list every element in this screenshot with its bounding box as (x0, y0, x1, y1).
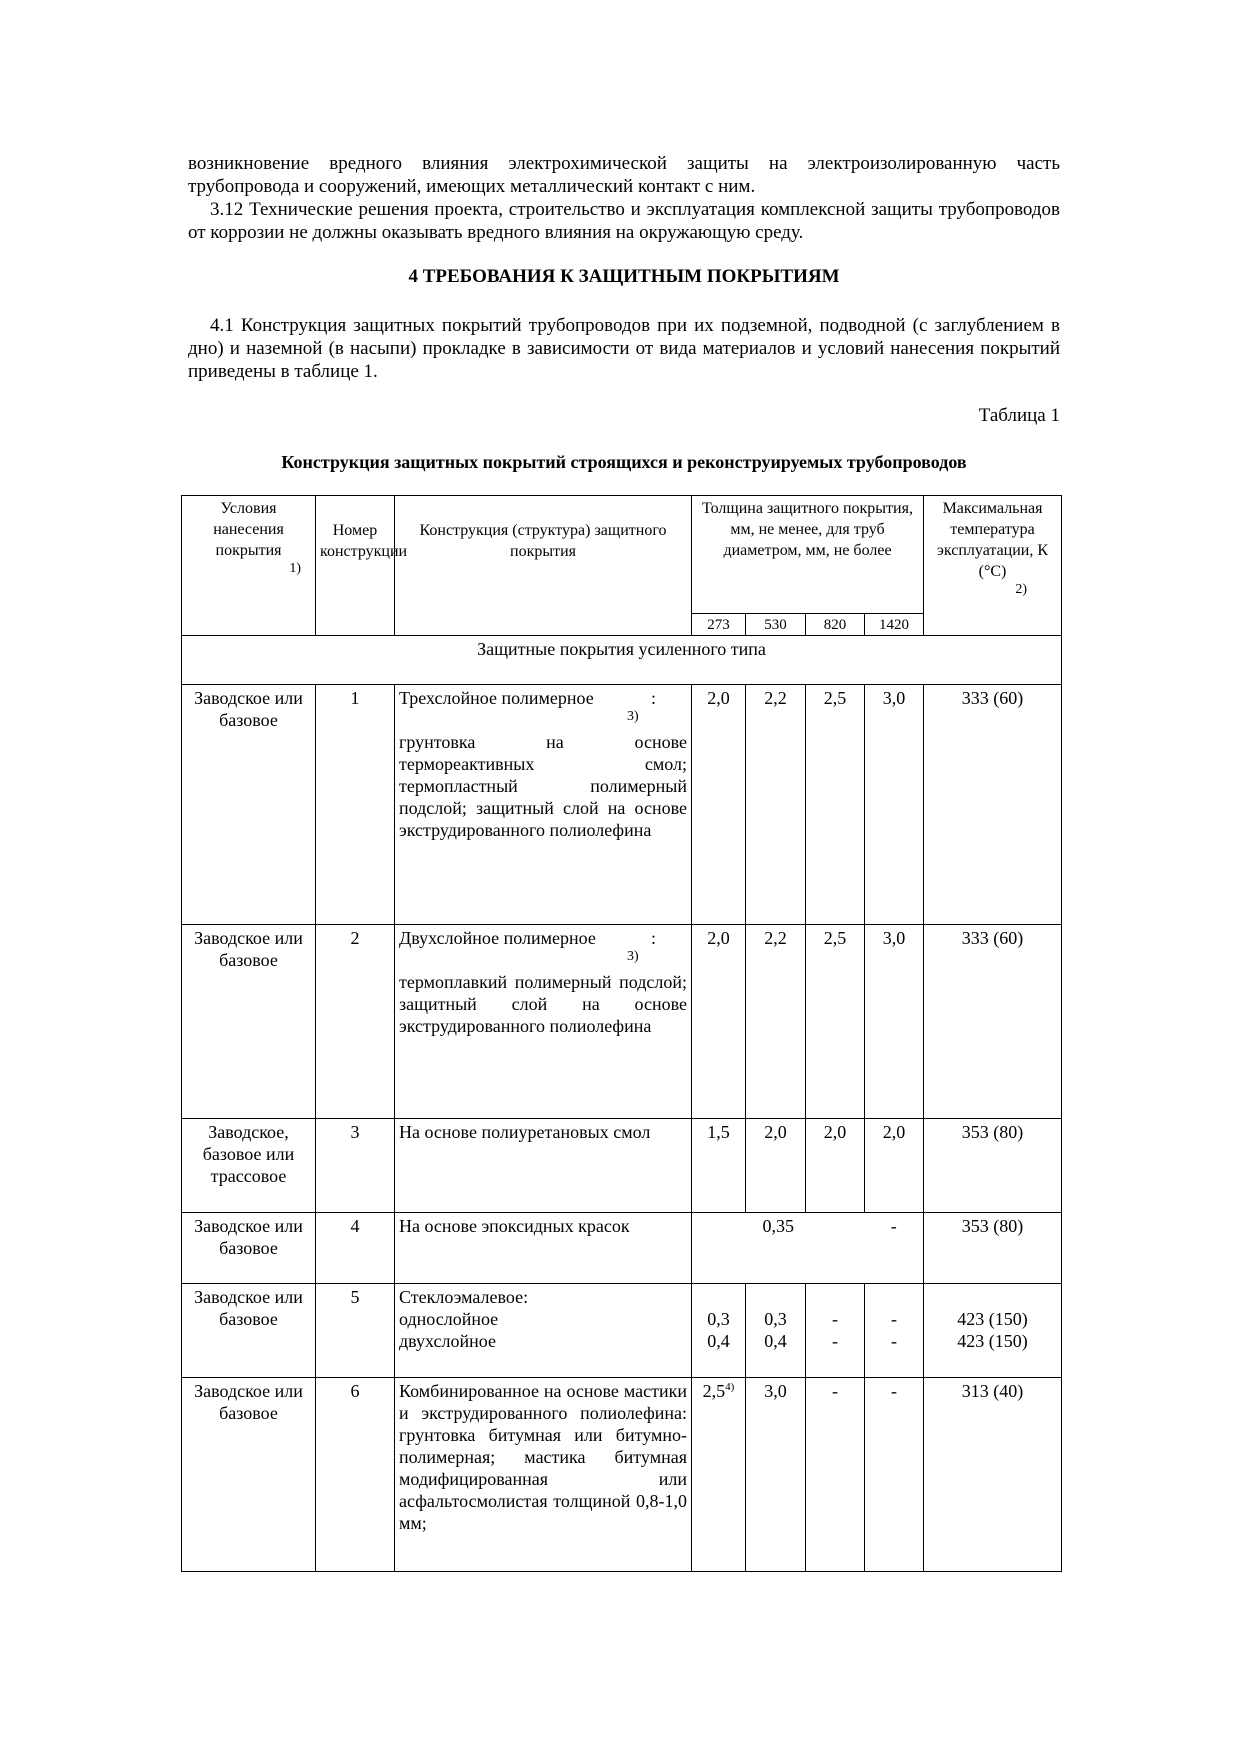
row-condition: Заводское или базовое (182, 925, 316, 1119)
table-row (182, 1119, 1062, 1213)
row-construction (395, 1284, 692, 1378)
section-heading: 4 ТРЕБОВАНИЯ К ЗАЩИТНЫМ ПОКРЫТИЯМ (408, 266, 840, 287)
row-thickness-273-footnote: 4) (725, 1381, 735, 1393)
row-thickness-530-line1: 0,3 (764, 1309, 787, 1329)
row-construction-footnote: 3) (627, 949, 639, 964)
row-thickness-merged: 0,35 (692, 1213, 865, 1284)
table-row (182, 1213, 1062, 1284)
row-thickness-820: 2,5 (806, 685, 865, 925)
paragraph-3-12: 3.12 Технические решения проекта, строительство и эксплуатация комплексной защиты трубопроводов от коррозии не должны оказывать вредного влияния на окружающую среду. (188, 199, 1060, 243)
row-max-temp (924, 1284, 1062, 1378)
row-thickness-273 (692, 1378, 746, 1572)
row-construction-colon: : (651, 688, 657, 708)
row-construction-body: грунтовка на основе термореактивных смол; термопластный полимерный подслой; защитный слой на основе экструдированного полиолефина (399, 732, 687, 840)
header-conditions-footnote: 1) (289, 561, 301, 576)
row-number: 4 (316, 1213, 395, 1284)
row-thickness-273: 2,0 (692, 925, 746, 1119)
row-construction: На основе эпоксидных красок (395, 1213, 692, 1284)
row-construction-colon: : (651, 928, 657, 948)
row-thickness-1420-line1: - (891, 1309, 898, 1329)
row-construction-body: термоплавкий полимерный подслой; защитный слой на основе экструдированного полиолефина (399, 972, 687, 1036)
table-row (182, 1284, 1062, 1378)
row-thickness-1420-line2: - (891, 1331, 898, 1351)
paragraph-4-1: 4.1 Конструкция защитных покрытий трубопроводов при их подземной, подводной (с заглублением в дно) и наземной (в насыпи) прокладке в зависимости от вида материалов и условий нанесения покрытий приведены в таблице 1. (188, 315, 1060, 382)
row-construction (395, 925, 692, 1119)
header-max-temp (924, 496, 1062, 636)
row-condition: Заводское или базовое (182, 1213, 316, 1284)
row-thickness-820: 2,5 (806, 925, 865, 1119)
row-construction-title: Трехслойное полимерное (399, 688, 594, 708)
row-max-temp: 353 (80) (924, 1119, 1062, 1213)
row-number: 1 (316, 685, 395, 925)
row-thickness-820: - (806, 1378, 865, 1572)
header-number: Номер конструкции (316, 496, 395, 636)
row-construction-footnote: 3) (627, 709, 639, 724)
row-thickness-820: 2,0 (806, 1119, 865, 1213)
row-thickness-273-line2: 0,4 (707, 1331, 730, 1351)
row-number: 3 (316, 1119, 395, 1213)
row-condition: Заводское или базовое (182, 1284, 316, 1378)
table-row (182, 1378, 1062, 1572)
header-thickness: Толщина защитного покрытия, мм, не менее, для труб диаметром, мм, не более (692, 496, 924, 614)
diameter-820: 820 (806, 614, 865, 636)
row-construction-line1: однослойное (399, 1309, 499, 1329)
row-max-temp-line1: 423 (150) (957, 1309, 1028, 1329)
row-thickness-820-line1: - (832, 1309, 838, 1329)
row-thickness-530: 2,2 (746, 925, 806, 1119)
row-thickness-530-line2: 0,4 (764, 1331, 787, 1351)
row-condition: Заводское, базовое или трассовое (182, 1119, 316, 1213)
row-number: 6 (316, 1378, 395, 1572)
row-thickness-1420: - (865, 1378, 924, 1572)
row-thickness-530: 2,0 (746, 1119, 806, 1213)
row-construction: На основе полиуретановых смол (395, 1119, 692, 1213)
table-row (182, 685, 1062, 925)
header-construction: Конструкция (структура) защитного покрытия (395, 496, 692, 636)
diameter-1420: 1420 (865, 614, 924, 636)
row-max-temp: 353 (80) (924, 1213, 1062, 1284)
row-thickness-273-line1: 0,3 (707, 1309, 730, 1329)
row-condition: Заводское или базовое (182, 685, 316, 925)
row-condition: Заводское или базовое (182, 1378, 316, 1572)
row-thickness-530 (746, 1284, 806, 1378)
row-number: 2 (316, 925, 395, 1119)
row-construction-title: Двухслойное полимерное (399, 928, 596, 948)
diameter-273: 273 (692, 614, 746, 636)
table-section-row (182, 636, 1062, 685)
row-thickness-820 (806, 1284, 865, 1378)
row-thickness-1420 (865, 1284, 924, 1378)
header-max-temp-label: Максимальная температура эксплуатации, К (°С) (937, 500, 1049, 580)
diameter-530: 530 (746, 614, 806, 636)
header-conditions (182, 496, 316, 636)
table-row (182, 925, 1062, 1119)
coatings-table (181, 495, 1062, 1572)
row-max-temp: 333 (60) (924, 685, 1062, 925)
row-thickness-273-value: 2,5 (702, 1381, 726, 1401)
table-number: Таблица 1 (978, 405, 1060, 426)
row-thickness-1420: 2,0 (865, 1119, 924, 1213)
row-max-temp: 313 (40) (924, 1378, 1062, 1572)
row-thickness-530: 2,2 (746, 685, 806, 925)
table-title: Конструкция защитных покрытий строящихся и реконструируемых трубопроводов (281, 452, 967, 472)
row-construction (395, 685, 692, 925)
row-number: 5 (316, 1284, 395, 1378)
section-label: Защитные покрытия усиленного типа (182, 636, 1062, 685)
header-conditions-label: Условия нанесения покрытия (213, 500, 284, 559)
row-thickness-820-line2: - (832, 1331, 838, 1351)
paragraph-continuation: возникновение вредного влияния электрохимической защиты на электроизолированную часть трубопровода и сооружений, имеющих металлический контакт с ним. (188, 153, 1060, 197)
row-construction-title: Стеклоэмалевое: (399, 1287, 529, 1307)
row-max-temp: 333 (60) (924, 925, 1062, 1119)
row-construction: Комбинированное на основе мастики и экструдированного полиолефина: грунтовка битумная или битумно-полимерная; мастика битумная модифицированная или асфальтосмолистая толщиной 0,8-1,0 мм; (395, 1378, 692, 1572)
row-construction-line2: двухслойное (399, 1331, 496, 1351)
row-thickness-1420: 3,0 (865, 685, 924, 925)
row-thickness-273 (692, 1284, 746, 1378)
table-header-row (182, 496, 1062, 614)
row-thickness-273: 1,5 (692, 1119, 746, 1213)
row-thickness-1420: - (865, 1213, 924, 1284)
header-max-temp-footnote: 2) (1015, 582, 1028, 597)
row-thickness-530: 3,0 (746, 1378, 806, 1572)
row-max-temp-line2: 423 (150) (957, 1331, 1028, 1351)
row-thickness-1420: 3,0 (865, 925, 924, 1119)
row-thickness-273: 2,0 (692, 685, 746, 925)
